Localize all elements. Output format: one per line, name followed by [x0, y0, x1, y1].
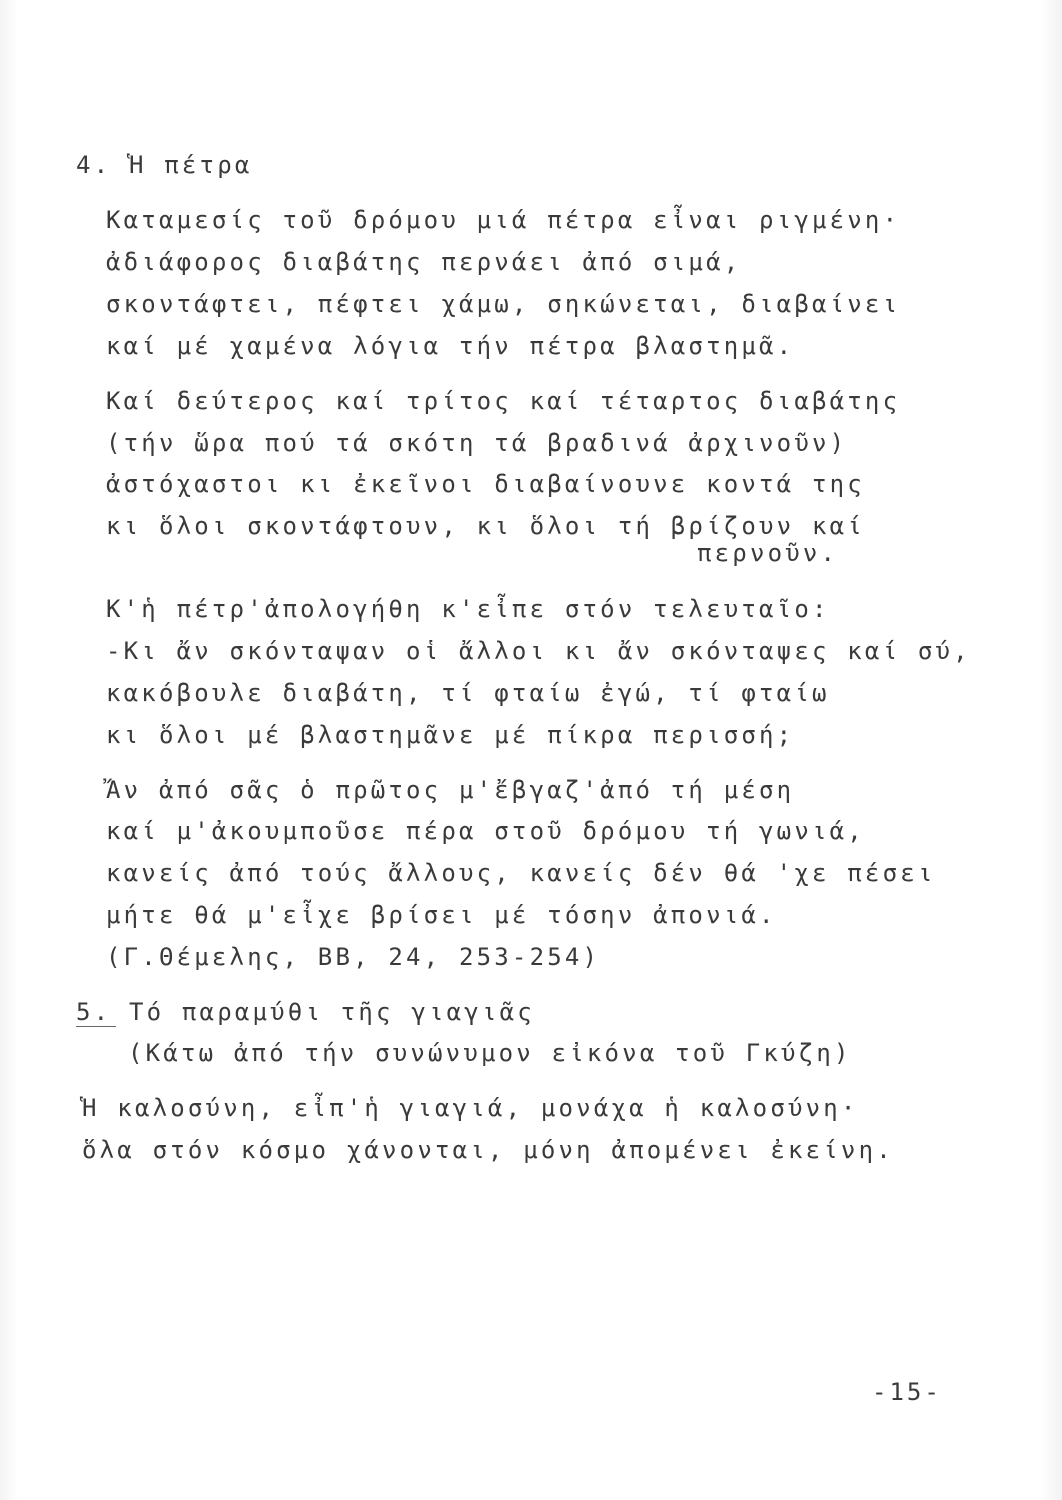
poem4-line: σκοντάφτει, πέφτει χάμω, σηκώνεται, διαβαίνει [106, 290, 901, 318]
poem4-line: ἀστόχαστοι κι ἐκεῖνοι διαβαίνουνε κοντά της [106, 470, 865, 498]
poem5-line: ὅλα στόν κόσμο χάνονται, μόνη ἀπομένει ἐκείνη. [82, 1136, 894, 1164]
poem4-heading: 4. Ἡ πέτρα [76, 151, 253, 179]
poem4-line: κι ὅλοι μέ βλαστημᾶνε μέ πίκρα περισσή; [106, 721, 795, 749]
poem4-source: (Γ.Θέμελης, ΒΒ, 24, 253-254) [106, 943, 601, 971]
poem4-line: -Κι ἄν σκόνταψαν οἱ ἄλλοι κι ἄν σκόνταψες καί σύ, [106, 637, 971, 665]
page-number: -15- [872, 1378, 942, 1406]
poem5-line: Ἡ καλοσύνη, εἶπ'ἡ γιαγιά, μονάχα ἡ καλοσύνη· [82, 1094, 859, 1122]
poem4-line: Κ'ἡ πέτρ'ἀπολογήθη κ'εἶπε στόν τελευταῖο: [106, 595, 830, 623]
poem5-heading: 5. Τό παραμύθι τῆς γιαγιᾶς [76, 998, 535, 1026]
poem4-line: καί μ'ἀκουμποῦσε πέρα στοῦ δρόμου τή γωνιά, [106, 817, 865, 845]
poem4-line: Ἄν ἀπό σᾶς ὁ πρῶτος μ'ἔβγαζ'ἀπό τή μέση [106, 776, 795, 804]
poem4-line: ἀδιάφορος διαβάτης περνάει ἀπό σιμά, [106, 248, 742, 276]
poem4-line: περνοῦν. [697, 539, 839, 567]
poem4-line: κανείς ἀπό τούς ἄλλους, κανείς δέν θά 'χε πέσει [106, 859, 936, 887]
poem4-line: κακόβουλε διαβάτη, τί φταίω ἐγώ, τί φταίω [106, 679, 830, 707]
poem5-subtitle: (Κάτω ἀπό τήν συνώνυμον εἰκόνα τοῦ Γκύζη) [128, 1039, 852, 1067]
poem4-line: (τήν ὥρα πού τά σκότη τά βραδινά ἀρχινοῦν) [106, 429, 848, 457]
poem4-line: κι ὅλοι σκοντάφτουν, κι ὅλοι τή βρίζουν καί [106, 512, 865, 540]
poem4-line: Καταμεσίς τοῦ δρόμου μιά πέτρα εἶναι ριγμένη· [106, 206, 901, 234]
poem4-line: μήτε θά μ'εἶχε βρίσει μέ τόσην ἀπονιά. [106, 901, 777, 929]
poem4-line: καί μέ χαμένα λόγια τήν πέτρα βλαστημᾶ. [106, 332, 795, 360]
poem4-line: Καί δεύτερος καί τρίτος καί τέταρτος διαβάτης [106, 387, 901, 415]
poem5-heading-underline [76, 1026, 116, 1027]
